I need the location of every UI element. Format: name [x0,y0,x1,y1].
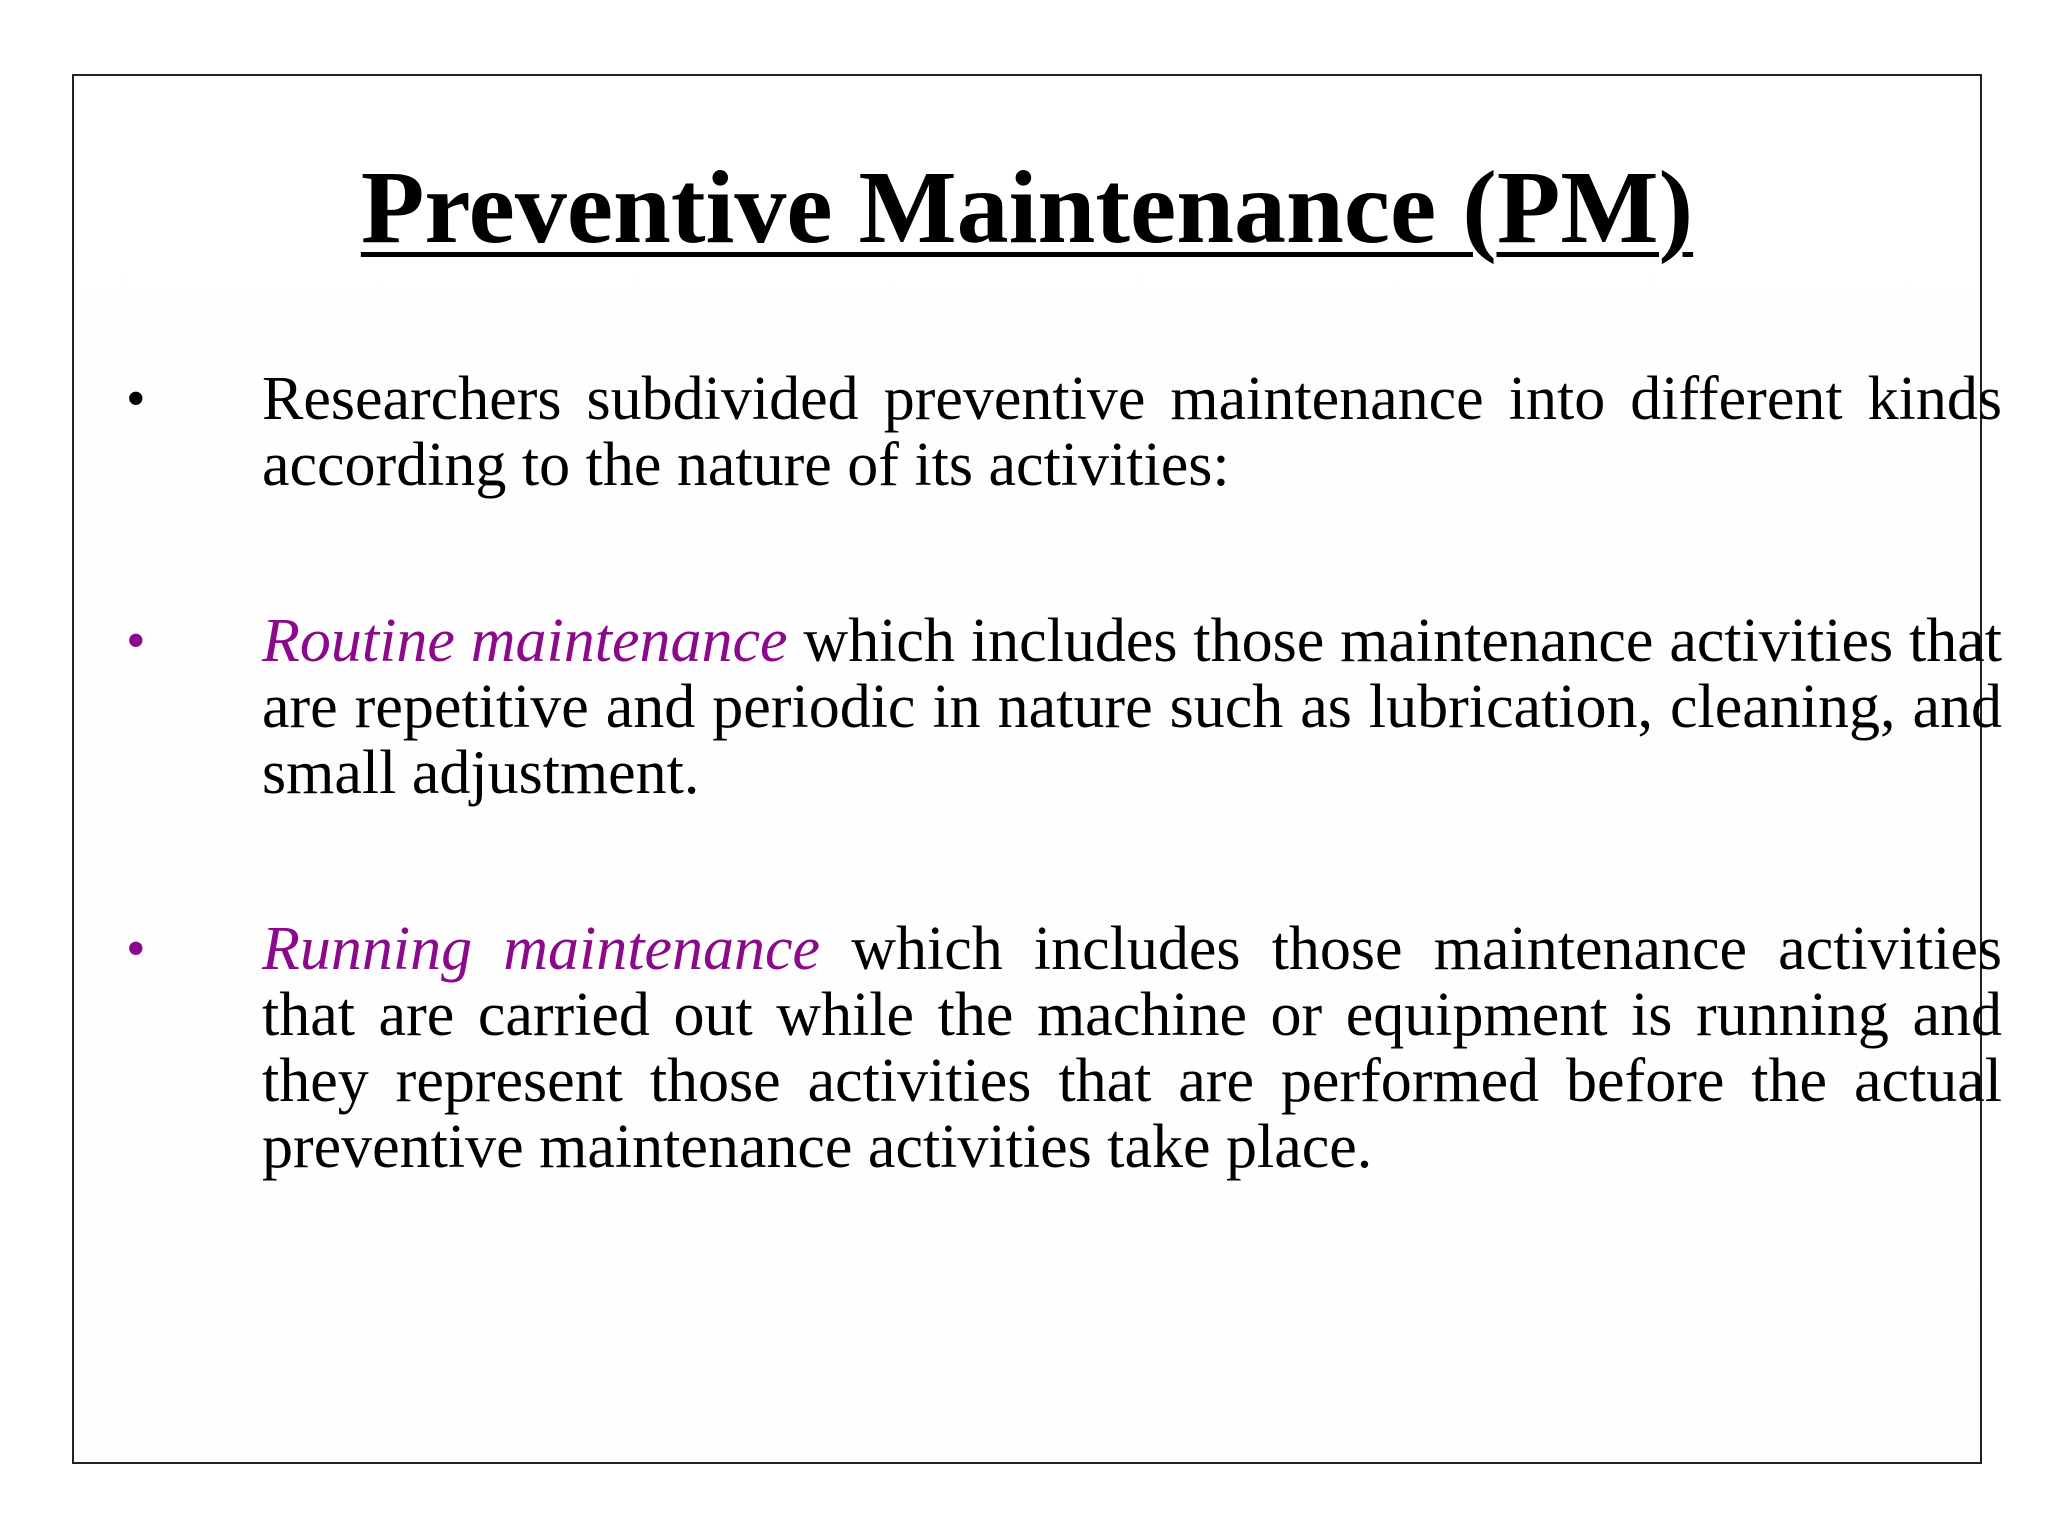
bullet-marker: • [126,610,146,672]
bullet-term: Routine maintenance [262,607,788,675]
bullet-body: Researchers subdivided preventive maintenance into different kinds according to the nature of its activities: [262,365,2002,499]
bullet-text [262,608,2002,806]
bullet-marker: • [126,918,146,980]
bullet-term: Running maintenance [262,915,821,983]
bullet-body: which includes those maintenance activities that are repetitive and periodic in nature such as lubrication, cleaning, and small adjustment. [262,607,2002,807]
slide-frame [72,74,2002,1464]
bullet-body: which includes those maintenance activities that are carried out while the machine or equipment is running and they represent those activities that are performed before the actual preventive maintenance activities take place. [262,915,2002,1181]
bullet-text [262,366,2002,498]
bullet-text [262,916,2002,1180]
slide-title: Preventive Maintenance (PM) [360,150,1694,265]
bullet-marker: • [126,368,146,430]
